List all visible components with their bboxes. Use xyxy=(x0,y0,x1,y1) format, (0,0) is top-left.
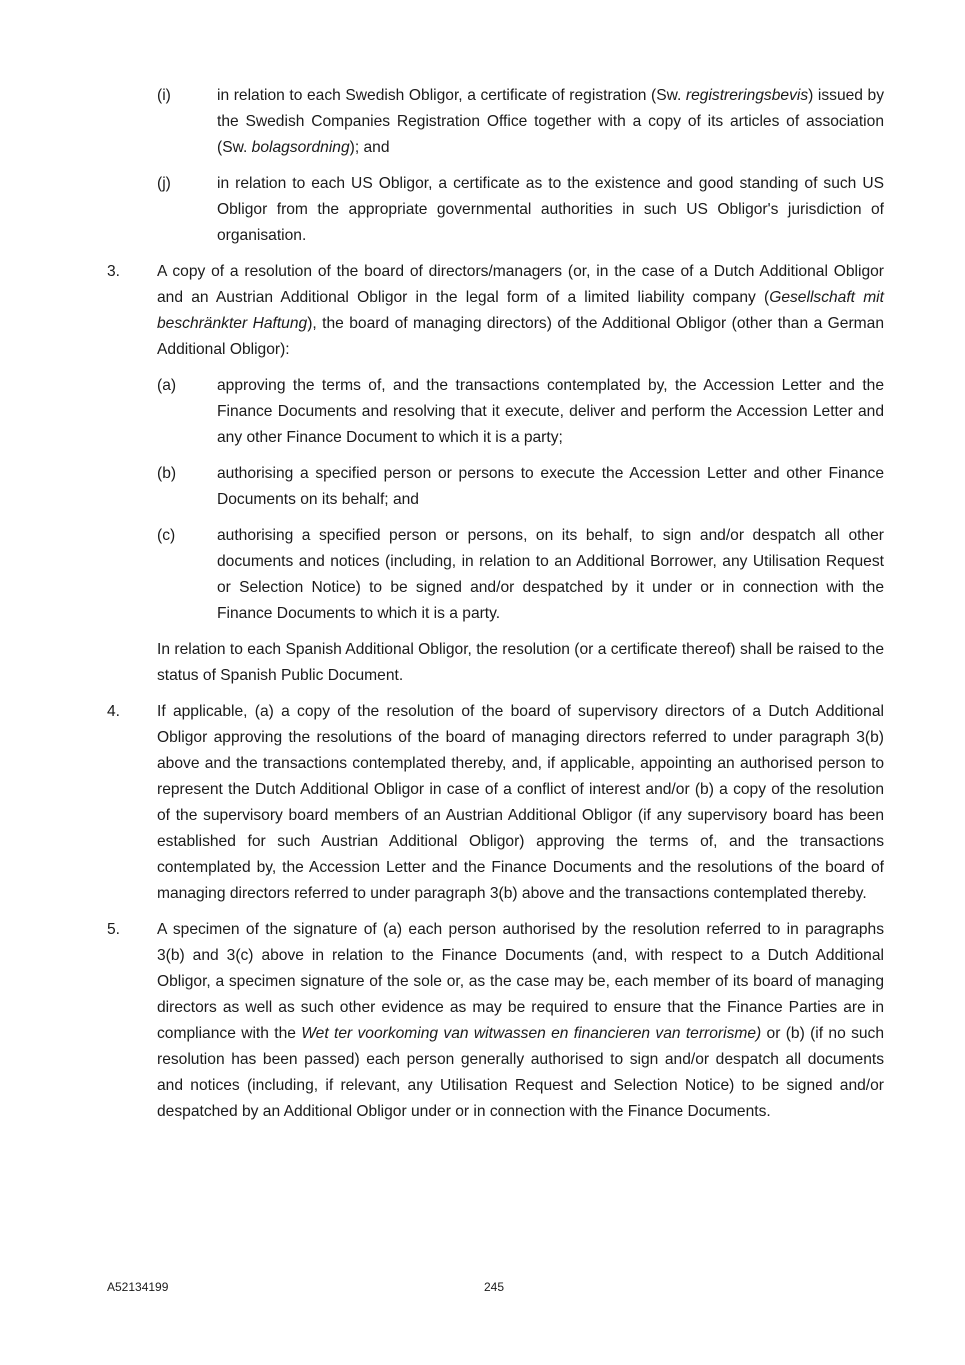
paragraph-text xyxy=(217,523,884,627)
text-run: A specimen of the signature of (a) each person authorised by the resolution referred to in paragraphs 3(b) and 3(c) above in relation to the Finance Documents (and, with respect to a Dutch Additional Obligor, a specimen signature of the sole or, as the case may be, each member of its board of managing directors as well as such other evidence as may be required to ensure that the Finance Parties are in compliance with the xyxy=(157,921,884,1042)
text-run: in relation to each US Obligor, a certificate as to the existence and good standing of such US Obligor from the appropriate governmental authorities in such US Obligor's jurisdiction of organisation. xyxy=(217,175,884,244)
text-run: A copy of a resolution of the board of directors/managers (or, in the case of a Dutch Additional Obligor and an Austrian Additional Obligor in the legal form of a limited liability company ( xyxy=(157,263,884,306)
sub-paragraph xyxy=(0,523,965,627)
paragraph-text xyxy=(217,373,884,451)
paragraph-text xyxy=(157,637,884,689)
paragraph-text xyxy=(217,171,884,249)
paragraph-label: (c) xyxy=(157,527,176,544)
sub-paragraph xyxy=(0,171,965,249)
text-run: ) issued by the Swedish Companies Registration Office together with a copy of its articles of association (Sw. xyxy=(217,87,885,156)
paragraph-label: (j) xyxy=(157,175,171,192)
text-run: in relation to each Swedish Obligor, a certificate of registration (Sw. xyxy=(217,87,686,104)
text-run: If applicable, (a) a copy of the resolution of the board of supervisory directors of a Dutch Additional Obligor approving the resolutions of the board of managing directors referred to under paragraph 3(b) above and the transactions contemplated thereby, and, if applicable, appointing an authorised person to represent the Dutch Additional Obligor in case of a conflict of interest and/or (b) a copy of the resolution of the supervisory board members of an Austrian Additional Obligor (if any supervisory board has been established for such Austrian Additional Obligor) approving the terms of, and the transactions contemplated by, the Accession Letter and the Finance Documents and the resolutions of the board of managing directors referred to under paragraph 3(b) above and the transactions contemplated thereby. xyxy=(157,703,884,902)
text-run: authorising a specified person or persons, on its behalf, to sign and/or despatch all other documents and notices (including, in relation to an Additional Borrower, any Utilisation Request or Selection Notice) to be signed and/or despatched by it under or in connection with the Finance Documents to which it is a party. xyxy=(217,527,884,622)
text-run: ); and xyxy=(349,139,390,156)
paragraph-text xyxy=(217,83,884,161)
italic-term: bolagsordning xyxy=(251,139,350,156)
paragraph-text xyxy=(157,917,884,1125)
italic-term: registreringsbevis xyxy=(685,87,809,104)
text-run: ), the board of managing directors) of the Additional Obligor (other than a German Additional Obligor): xyxy=(157,315,885,358)
paragraph-text xyxy=(157,259,884,363)
paragraph-label: 3. xyxy=(107,263,121,280)
sub-paragraph xyxy=(0,83,965,161)
page-number: 245 xyxy=(484,1280,505,1294)
document-reference: A52134199 xyxy=(107,1280,169,1294)
italic-term: Gesellschaft mit beschränkter Haftung xyxy=(157,289,884,332)
text-run: or (b) (if no such resolution has been passed) each person generally authorised to sign and/or despatch all documents and notices (including, if relevant, any Utilisation Request and Selection Notice) to be signed and/or despatched by an Additional Obligor under or in connection with the Finance Documents. xyxy=(157,1025,885,1120)
paragraph-label: (i) xyxy=(157,87,171,104)
text-run: In relation to each Spanish Additional Obligor, the resolution (or a certificate thereof) shall be raised to the status of Spanish Public Document. xyxy=(157,641,884,684)
paragraph-text xyxy=(157,699,884,907)
paragraph-text xyxy=(217,461,884,513)
numbered-paragraph xyxy=(0,259,965,363)
paragraph xyxy=(0,637,965,689)
sub-paragraph xyxy=(0,461,965,513)
document-body xyxy=(0,83,965,1135)
numbered-paragraph xyxy=(0,917,965,1125)
italic-term: Wet ter voorkoming van witwassen en financieren van terrorisme) xyxy=(301,1025,762,1042)
text-run: authorising a specified person or persons to execute the Accession Letter and other Finance Documents on its behalf; and xyxy=(217,465,884,508)
paragraph-label: 4. xyxy=(107,703,121,720)
paragraph-label: 5. xyxy=(107,921,121,938)
paragraph-label: (b) xyxy=(157,465,177,482)
numbered-paragraph xyxy=(0,699,965,907)
sub-paragraph xyxy=(0,373,965,451)
text-run: approving the terms of, and the transactions contemplated by, the Accession Letter and the Finance Documents and resolving that it execute, deliver and perform the Accession Letter and any other Finance Document to which it is a party; xyxy=(217,377,884,446)
paragraph-label: (a) xyxy=(157,377,177,394)
